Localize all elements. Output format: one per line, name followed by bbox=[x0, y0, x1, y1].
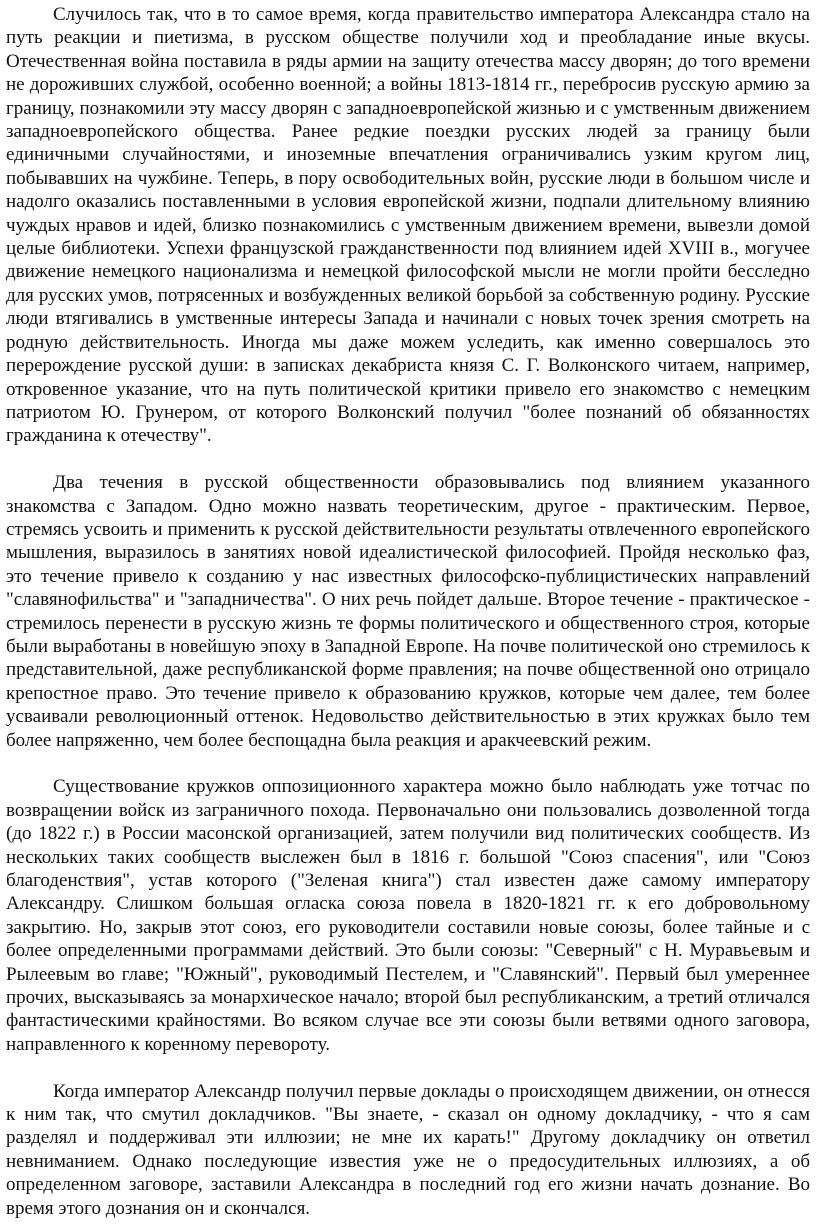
paragraph-4: Когда император Александр получил первые доклады о происходящем движении, он отнесся к ним так, что смутил докладчиков. "Вы знаете, - сказал он одному докладчику, - что я сам разделял и поддерживал эти иллюзии; не мне их карать!" Другому докладчику он ответил невниманием. Однако последующие известия уже не о предосудительных иллюзиях, а об определенном заговоре, заставили Александра в последний год его жизни начать дознание. Во время этого дознания он и скончался. bbox=[6, 1080, 810, 1219]
paragraph-2: Два течения в русской общественности образовывались под влиянием указанного знакомства с Западом. Одно можно назвать теоретическим, другое - практическим. Первое, стремясь усвоить и применить к русской действительности результаты отвлеченного европейского мышления, выразилось в занятиях новой идеалистической философией. Пройдя несколько фаз, это течение привело к созданию у нас известных философско-публицистических направлений "славянофильства" и "западничества". О них речь пойдет дальше. Второе течение - практическое - стремилось перенести в русскую жизнь те формы политического и общественного строя, которые были выработаны в новейшую эпоху в Западной Европе. На почве политической оно стремилось к представительной, даже республиканской форме правления; на почве общественной оно отрицало крепостное право. Это течение привело к образованию кружков, которые чем далее, тем более усваивали революционный оттенок. Недовольство действительностью в этих кружках было тем более напряженно, чем более беспощадна была реакция и аракчеевский режим. bbox=[6, 472, 810, 751]
paragraph-1: Случилось так, что в то самое время, когда правительство императора Александра стало на путь реакции и пиетизма, в русском обществе получили ход и преобладание иные вкусы. Отечественная война поставила в ряды армии на защиту отечества массу дворян; до того времени не дороживших службой, особенно военной; а войны 1813-1814 гг., перебросив русскую армию за границу, познакомили эту массу дворян с западноевропейской жизнью и с умственным движением западноевропейского общества. Ранее редкие поездки русских людей за границу были единичными случайностями, и иноземные впечатления ограничивались узким кругом лиц, побывавших на чужбине. Теперь, в пору освободительных войн, русские люди в большом числе и надолго оказались поставленными в условия европейской жизни, подпали длительному влиянию чуждых нравов и идей, близко познакомились с умственным движением времени, вывезли домой целые библиотеки. Успехи французской гражданственности под влиянием идей XVIII в., могучее движение немецкого национализма и немецкой философской мысли не могли пройти бесследно для русских умов, потрясенных и возбужденных великой борьбой за собственную родину. Русские люди втягивались в умственные интересы Запада и начинали с новых точек зрения смотреть на родную действительность. Иногда мы даже можем уследить, как именно совершалось это перерождение русской души: в записках декабриста князя С. Г. Волконского читаем, например, откровенное указание, что на путь политической критики привело его знакомство с немецким патриотом Ю. Грунером, от которого Волконский получил "более познаний об обязанностях гражданина к отечеству". bbox=[6, 4, 810, 447]
paragraph-3: Существование кружков оппозиционного характера можно было наблюдать уже тотчас по возвращении войск из заграничного похода. Первоначально они пользовались дозволенной тогда (до 1822 г.) в России масонской организацией, затем получили вид политических сообществ. Из нескольких таких сообществ выслежен был в 1816 г. большой "Союз спасения", или "Союз благоденствия", устав которого ("Зеленая книга") стал известен даже самому императору Александру. Слишком большая огласка союза повела в 1820-1821 гг. к его добровольному закрытию. Но, закрыв этот союз, его руководители составили новые союзы, более тайные и с более определенными программами действий. Это были союзы: "Северный" с Н. Муравьевым и Рылеевым во главе; "Южный", руководимый Пестелем, и "Славянский". Первый был умереннее прочих, высказываясь за монархическое начало; второй был республиканским, а третий отличался фантастическими крайностями. Во всяком случае все эти союзы были ветвями одного заговора, направленного к коренному перевороту. bbox=[6, 776, 810, 1055]
